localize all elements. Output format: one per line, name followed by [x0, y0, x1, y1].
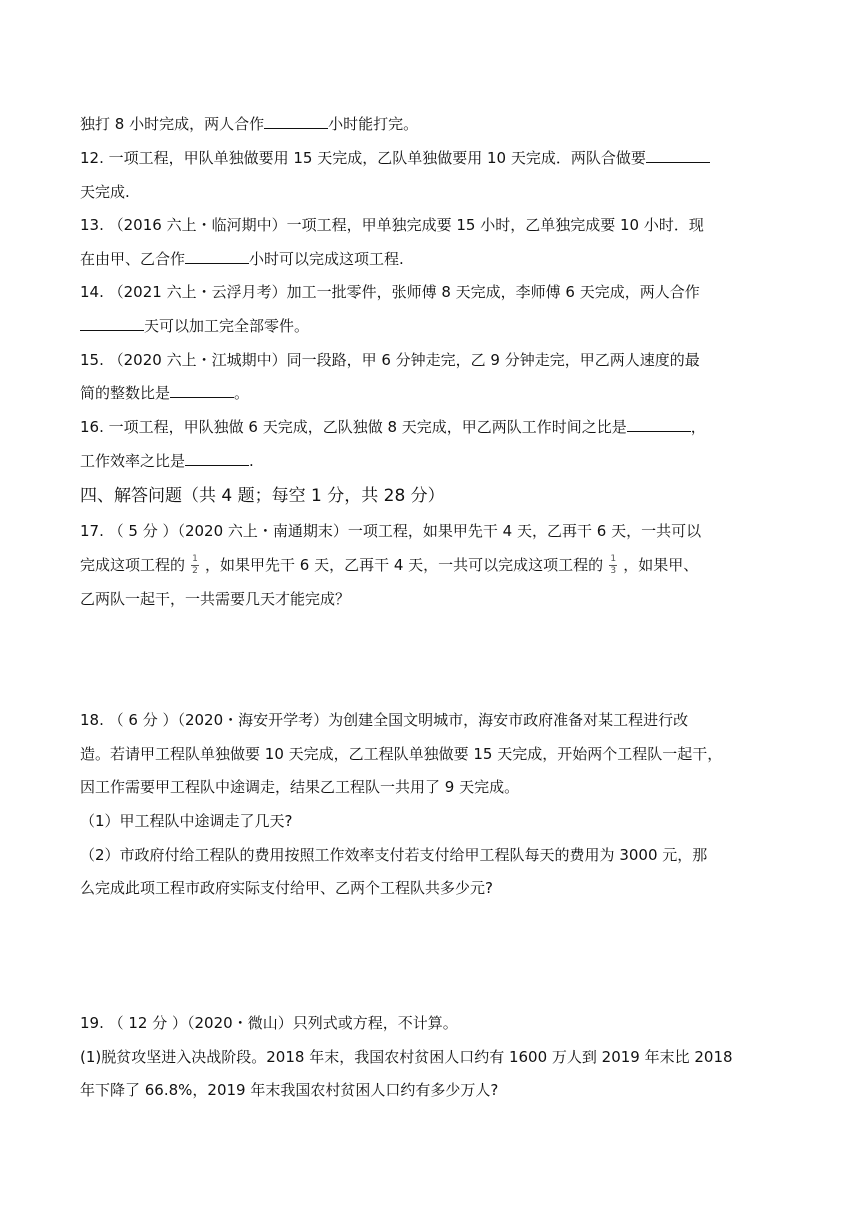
q16-line1: 16. 一项工程，甲队独做 6 天完成，乙队独做 8 天完成，甲乙两队工作时间之比是 ， — [80, 418, 706, 436]
q15-line1: 15. （2020 六上・江城期中）同一段路，甲 6 分钟走完，乙 9 分钟走完，甲乙两人速度的最 — [80, 351, 700, 369]
q18-line2: 造。若请甲工程队单独做要 10 天完成，乙工程队单独做要 15 天完成，开始两个工程队一起干， — [80, 745, 723, 763]
q17-line3: 乙两队一起干，一共需要几天才能完成？ — [80, 590, 351, 608]
q13-line1: 13. （2016 六上・临河期中）一项工程，甲单独完成要 15 小时，乙单独完成要 10 小时．现 — [80, 216, 704, 234]
q15-line2: 简的整数比是 。 — [80, 384, 250, 402]
answer-blank[interactable] — [646, 148, 710, 163]
q11-line1: 独打 8 小时完成，两人合作 小时能打完。 — [80, 115, 419, 133]
q14-line2: 天可以加工完全部零件。 — [80, 316, 309, 336]
answer-blank[interactable] — [80, 316, 144, 331]
q19-sub1-line1: (1)脱贫攻坚进入决战阶段。2018 年末，我国农村贫困人口约有 1600 万人到 2019 年末比 2018 — [80, 1048, 733, 1066]
answer-blank[interactable] — [185, 451, 249, 466]
fraction-one-half: $\frac{1}{2}$ — [192, 554, 198, 576]
fraction-one-third: $\frac{1}{3}$ — [610, 554, 617, 576]
q19-sub1-line2: 年下降了 66.8%，2019 年末我国农村贫困人口约有多少万人? — [80, 1081, 499, 1099]
q13-line2: 在由甲、乙合作 小时可以完成这项工程. — [80, 250, 404, 268]
answer-blank[interactable] — [264, 114, 328, 129]
answer-blank[interactable] — [185, 249, 249, 264]
q18-line3: 因工作需要甲工程队中途调走，结果乙工程队一共用了 9 天完成。 — [80, 778, 520, 796]
answer-blank[interactable] — [170, 383, 234, 398]
q18-sub2-line2: 么完成此项工程市政府实际支付给甲、乙两个工程队共多少元? — [80, 879, 493, 897]
q19-line1: 19. （ 12 分 ）（2020・微山）只列式或方程，不计算。 — [80, 1014, 458, 1032]
q18-line1: 18. （ 6 分 ）（2020・海安开学考）为创建全国文明城市，海安市政府准备对某工程进行改 — [80, 711, 689, 729]
q18-sub2-line1: （2）市政府付给工程队的费用按照工作效率支付若支付给甲工程队每天的费用为 3000 元，那 — [80, 846, 708, 864]
answer-blank[interactable] — [627, 417, 691, 432]
q17-line1: 17. （ 5 分 ）（2020 六上・南通期末）一项工程，如果甲先干 4 天，乙再干 6 天，一共可以 — [80, 522, 702, 540]
q17-line2: 完成这项工程的 $\frac{1}{2}$ ，如果甲先干 6 天，乙再干 4 天，一共可以完成这项工程的 $\frac{1}{3}$ ，如果甲、 — [80, 554, 699, 576]
q12-line2: 天完成. — [80, 183, 130, 201]
q12-line1: 12. 一项工程，甲队单独做要用 15 天完成，乙队单独做要用 10 天完成．两队合做要 — [80, 148, 710, 168]
q14-line1: 14. （2021 六上・云浮月考）加工一批零件，张师傅 8 天完成，李师傅 6 天完成，两人合作 — [80, 283, 700, 301]
q16-line2: 工作效率之比是 . — [80, 452, 254, 470]
section-heading: 四、解答问题（共 4 题；每空 1 分，共 28 分） — [80, 486, 445, 506]
q18-sub1: （1）甲工程队中途调走了几天? — [80, 812, 293, 830]
